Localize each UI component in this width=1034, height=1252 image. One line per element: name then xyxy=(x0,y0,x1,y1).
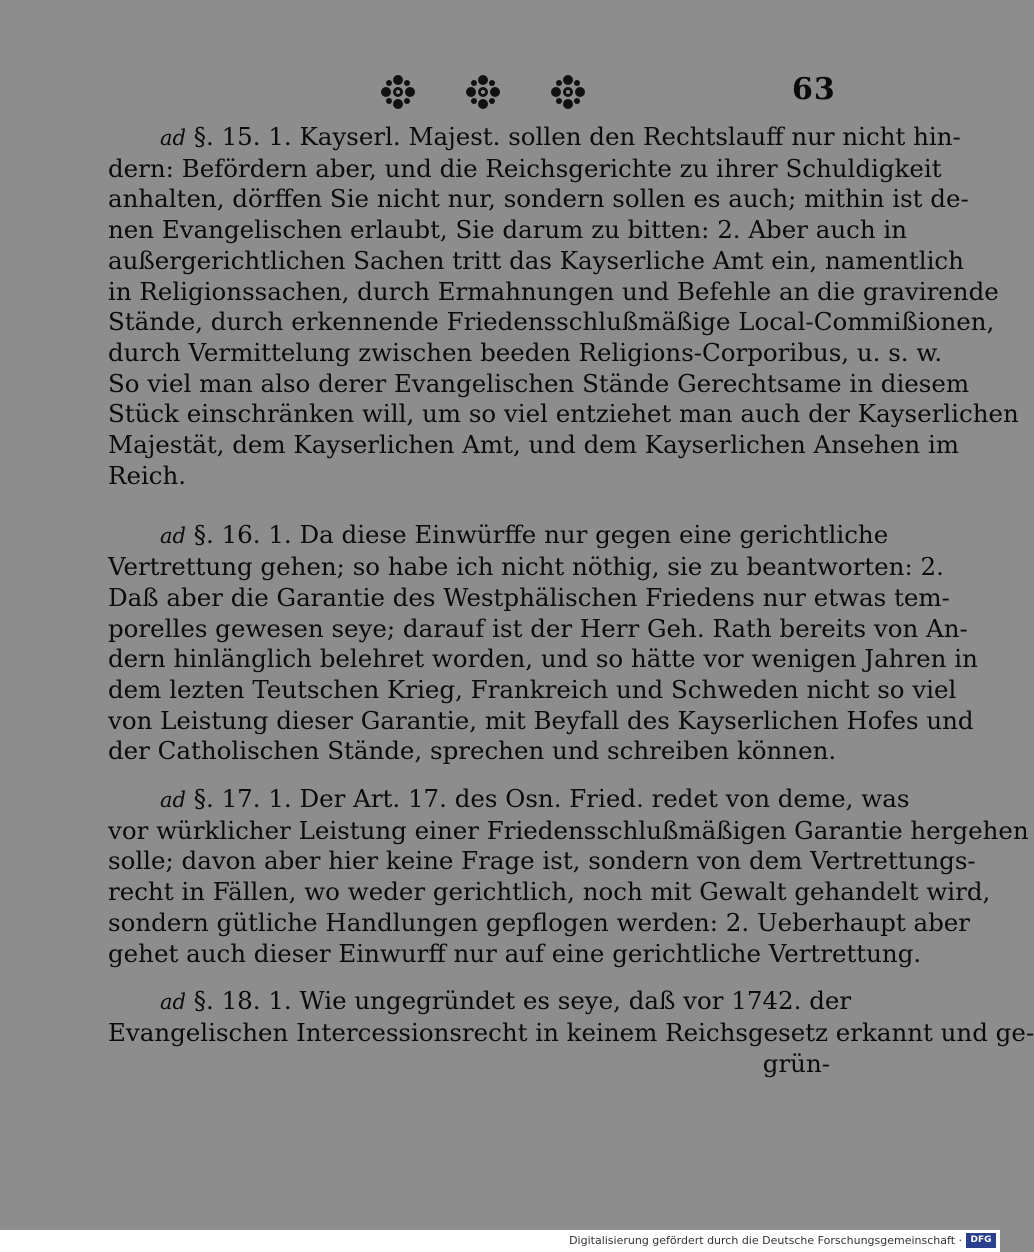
text-line: Majestät, dem Kayserlichen Amt, und dem Kayserlichen Ansehen im xyxy=(108,430,960,460)
paragraph-17 xyxy=(108,784,1029,969)
ad-marker: ad xyxy=(160,126,186,150)
ornament-row xyxy=(378,72,588,112)
text-line: Vertrettung gehen; so habe ich nicht nöthig, sie zu beantworten: 2. xyxy=(108,552,944,582)
text-line: in Religionssachen, durch Ermahnungen und Befehle an die gravirende xyxy=(108,276,999,306)
body-text xyxy=(108,122,1034,1079)
ad-marker: ad xyxy=(160,990,186,1015)
text-line: anhalten, dörffen Sie nicht nur, sondern sollen es auch; mithin ist de- xyxy=(108,184,969,214)
text-line: porelles gewesen seye; darauf ist der Herr Geh. Rath bereits von An- xyxy=(108,613,968,643)
text-line: So viel man also derer Evangelischen Stände Gerechtsame in diesem xyxy=(108,368,970,398)
ad-marker: ad xyxy=(160,788,186,813)
fleuron-icon xyxy=(548,72,588,112)
text-line: Reich. xyxy=(108,460,187,490)
ad-marker: ad xyxy=(160,524,186,549)
text-line: gehet auch dieser Einwurff nur auf eine gerichtliche Vertrettung. xyxy=(108,938,922,968)
dfg-logo-icon[interactable]: DFG xyxy=(966,1233,996,1248)
fleuron-icon xyxy=(378,72,418,112)
text-line: nen Evangelischen erlaubt, Sie darum zu bitten: 2. Aber auch in xyxy=(108,215,908,245)
text-line: ad §. 18. 1. Wie ungegründet es seye, daß vor 1742. der xyxy=(160,986,852,1016)
text-line: solle; davon aber hier keine Frage ist, sondern von dem Vertrettungs- xyxy=(108,846,976,876)
text-line: Daß aber die Garantie des Westphälischen Friedens nur etwas tem- xyxy=(108,582,950,612)
fleuron-icon xyxy=(463,72,503,112)
text-line: dern: Befördern aber, und die Reichsgerichte zu ihrer Schuldigkeit xyxy=(108,153,942,183)
text-line: dem lezten Teutschen Krieg, Frankreich und Schweden nicht so viel xyxy=(108,674,957,704)
paragraph-15 xyxy=(108,122,1019,491)
text-line: der Catholischen Stände, sprechen und schreiben können. xyxy=(108,736,837,766)
page-number: 63 xyxy=(792,72,836,107)
text-line: recht in Fällen, wo weder gerichtlich, noch mit Gewalt gehandelt wird, xyxy=(108,877,991,907)
page-header xyxy=(0,70,1000,118)
text-line: vor würklicher Leistung einer Friedensschlußmäßigen Garantie hergehen xyxy=(108,815,1029,845)
footer-bar xyxy=(0,1230,1000,1252)
text-line: Stände, durch erkennende Friedensschlußmäßige Local-Commißionen, xyxy=(108,307,995,337)
text-line: Stück einschränken will, um so viel entziehet man auch der Kayserlichen xyxy=(108,399,1019,429)
funding-notice: Digitalisierung gefördert durch die Deutsche Forschungsgemeinschaft · xyxy=(569,1234,962,1247)
text-line: ad §. 15. 1. Kayserl. Majest. sollen den Rechtslauff nur nicht hin- xyxy=(160,122,961,151)
text-line: durch Vermittelung zwischen beeden Religions-Corporibus, u. s. w. xyxy=(108,337,943,367)
text-line: sondern gütliche Handlungen gepflogen werden: 2. Ueberhaupt aber xyxy=(108,907,970,937)
text-line: von Leistung dieser Garantie, mit Beyfall des Kayserlichen Hofes und xyxy=(108,705,974,735)
paragraph-18 xyxy=(108,986,1034,1079)
paragraph-16 xyxy=(108,520,978,767)
text-line: dern hinlänglich belehret worden, und so hätte vor wenigen Jahren in xyxy=(108,644,978,674)
text-line: ad §. 17. 1. Der Art. 17. des Osn. Fried. redet von deme, was xyxy=(160,784,910,814)
catchword: grün- xyxy=(762,1048,830,1078)
text-line: außergerichtlichen Sachen tritt das Kayserliche Amt ein, namentlich xyxy=(108,245,964,275)
text-line: ad §. 16. 1. Da diese Einwürffe nur gegen eine gerichtliche xyxy=(160,520,889,550)
text-line: Evangelischen Intercessionsrecht in keinem Reichsgesetz erkannt und ge- xyxy=(108,1017,1034,1047)
